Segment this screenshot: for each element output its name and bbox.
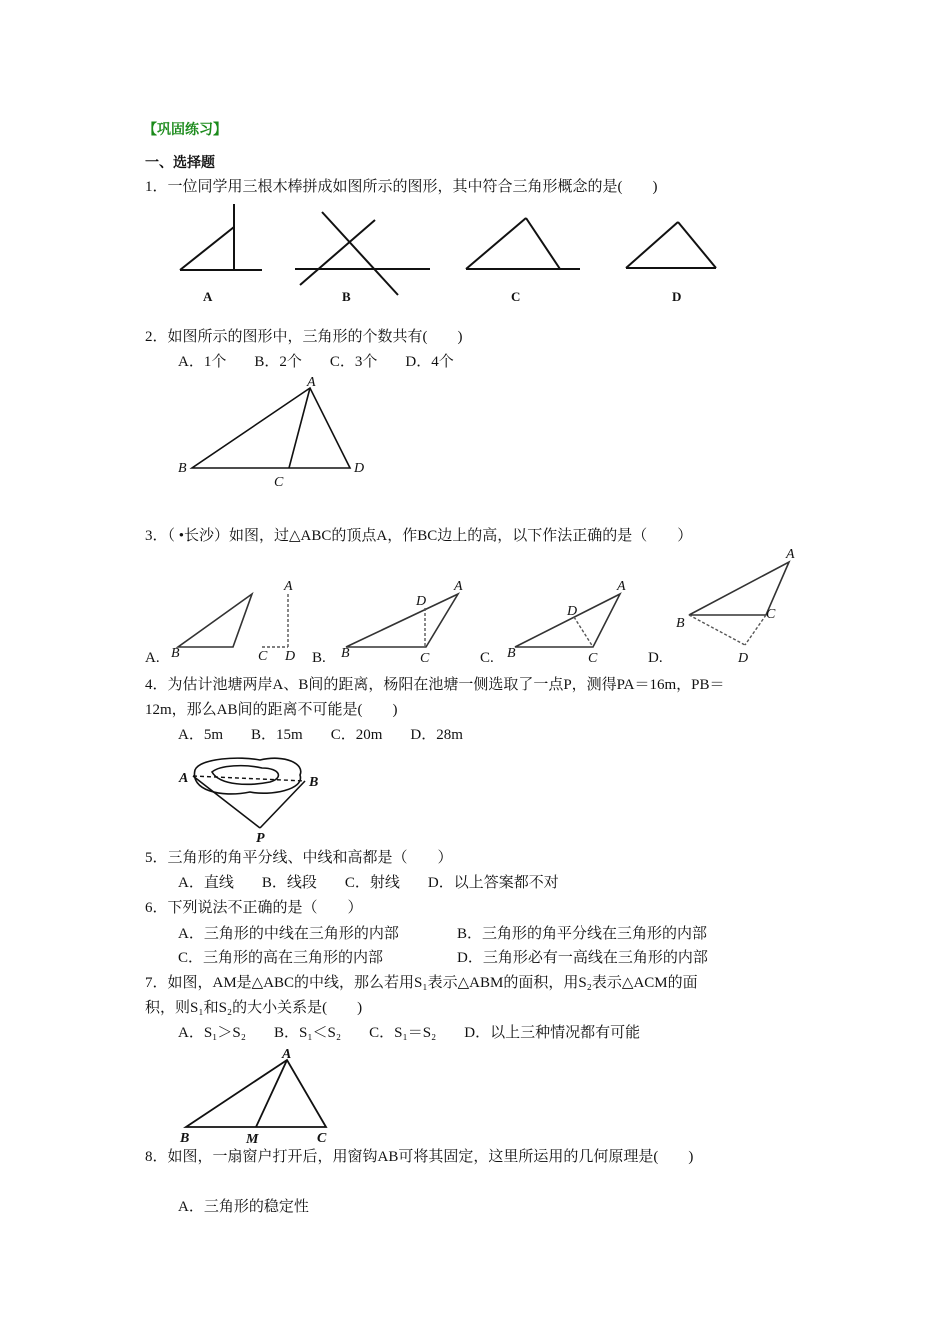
q6-option-a[interactable]: A．三角形的中线在三角形的内部: [178, 926, 399, 942]
q2-text: 2．如图所示的图形中，三角形的个数共有( ): [145, 329, 463, 345]
q6-option-b[interactable]: B．三角形的角平分线在三角形的内部: [457, 926, 708, 942]
q7-option-c[interactable]: C．S₁＝S₂: [369, 1025, 437, 1041]
q3-label: A: [786, 547, 795, 562]
q2-option-a[interactable]: A．1个: [178, 354, 227, 370]
q2-option-d[interactable]: D．4个: [405, 354, 454, 370]
q4-option-a[interactable]: A．5m: [178, 727, 224, 743]
q6-text: 6．下列说法不正确的是（ ）: [145, 900, 363, 916]
q5-text: 5．三角形的角平分线、中线和高都是（ ）: [145, 850, 453, 866]
q3-label: D: [285, 649, 296, 664]
q1-text: 1．一位同学用三根木棒拼成如图所示的图形，其中符合三角形概念的是( ): [145, 179, 658, 195]
q4-line1: 4．为估计池塘两岸A、B间的距离，杨阳在池塘一侧选取了一点P，测得PA＝16m，PB＝: [145, 677, 725, 693]
q8-option-a[interactable]: A．三角形的稳定性: [178, 1199, 309, 1215]
part-title: 一、选择题: [145, 155, 215, 171]
q2-label: D: [354, 461, 365, 476]
q2-label: A: [307, 375, 316, 390]
q3-label: A: [617, 579, 626, 594]
q4-option-c[interactable]: C．20m: [330, 727, 383, 743]
q4-label: P: [256, 831, 265, 846]
q3-label: B: [171, 646, 180, 661]
q3-label: B: [676, 616, 685, 631]
q3-label: A: [454, 579, 463, 594]
q4-line2: 12m，那么AB间的距离不可能是( ): [145, 702, 398, 718]
q2-option-c[interactable]: C．3个: [329, 354, 378, 370]
q7-option-b[interactable]: B．S₁＜S₂: [273, 1025, 342, 1041]
q3-label: C: [258, 649, 268, 664]
q8-text: 8．如图，一扇窗户打开后，用窗钩AB可将其固定，这里所运用的几何原理是( ): [145, 1149, 694, 1165]
q3-option-b[interactable]: B.: [312, 650, 326, 666]
q1-label-b: B: [342, 289, 351, 304]
q3-label: C: [766, 607, 776, 622]
q5-option-d[interactable]: D．以上答案都不对: [427, 875, 559, 891]
q5-option-a[interactable]: A．直线: [178, 875, 234, 891]
q3-option-a[interactable]: A.: [145, 650, 160, 666]
q3-text: 3．（ •长沙）如图，过△ABC的顶点A，作BC边上的高，以下作法正确的是（ ）: [145, 528, 693, 544]
q4-label: A: [179, 771, 189, 786]
q3-label: D: [738, 651, 749, 666]
q6-option-c[interactable]: C．三角形的高在三角形的内部: [178, 950, 384, 966]
q3-option-d[interactable]: D.: [648, 650, 663, 666]
q3-label: C: [420, 651, 430, 666]
q7-line2: 积，则S₁和S₂的大小关系是( ): [145, 1000, 363, 1016]
q7-option-a[interactable]: A．S₁＞S₂: [178, 1025, 246, 1041]
q4-option-b[interactable]: B．15m: [251, 727, 303, 743]
q3-label: B: [507, 646, 516, 661]
q5-option-c[interactable]: C．射线: [344, 875, 400, 891]
q2-label: B: [178, 461, 187, 476]
q3-option-c[interactable]: C.: [480, 650, 494, 666]
q1-label-a: A: [203, 289, 213, 304]
q7-line1: 7．如图，AM是△ABC的中线，那么若用S₁表示△ABM的面积，用S₂表示△ACM的面: [145, 975, 698, 991]
q3-label: C: [588, 651, 598, 666]
q7-label: A: [282, 1047, 292, 1062]
q2-label: C: [274, 475, 284, 490]
q3-label: D: [567, 604, 578, 619]
q3-label: D: [416, 594, 427, 609]
q3-label: B: [341, 646, 350, 661]
q7-label: M: [246, 1132, 259, 1147]
q4-option-d[interactable]: D．28m: [410, 727, 463, 743]
q3-label: A: [284, 579, 293, 594]
q6-option-d[interactable]: D．三角形必有一高线在三角形的内部: [457, 950, 708, 966]
q1-label-d: D: [672, 289, 682, 304]
q2-option-b[interactable]: B．2个: [254, 354, 302, 370]
q4-label: B: [309, 775, 319, 790]
q7-option-d[interactable]: D．以上三种情况都有可能: [464, 1025, 641, 1041]
q7-label: B: [180, 1131, 190, 1146]
q7-label: C: [317, 1131, 327, 1146]
q1-label-c: C: [511, 289, 521, 304]
section-title: 【巩固练习】: [143, 122, 227, 138]
q5-option-b[interactable]: B．线段: [261, 875, 317, 891]
